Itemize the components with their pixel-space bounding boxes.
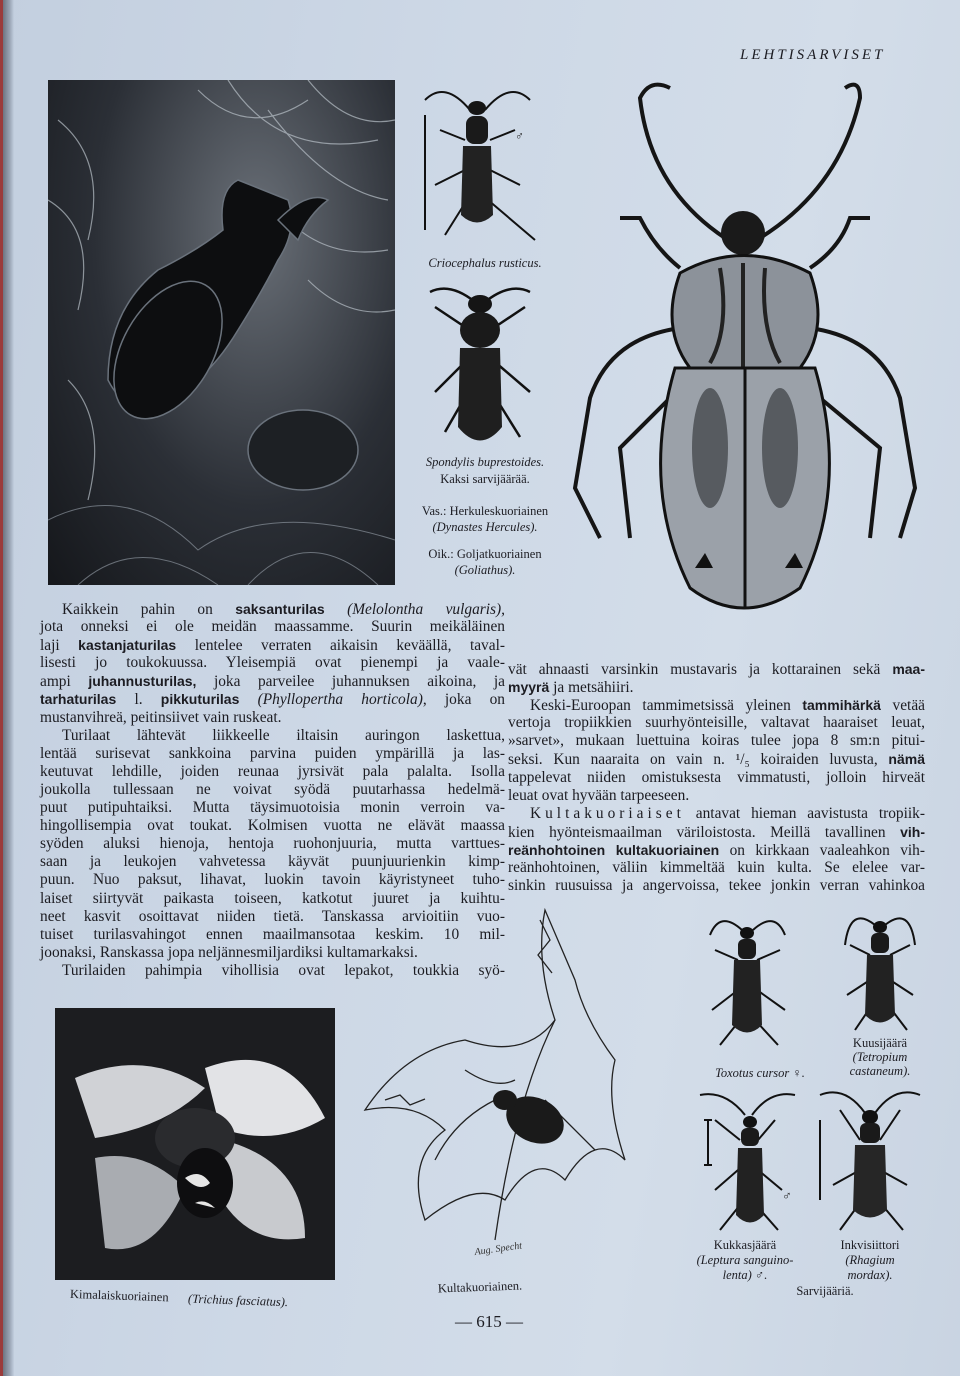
goliath-beetle-drawing — [560, 68, 935, 628]
text-line — [40, 745, 505, 763]
caption-leptura-2: lenta) ♂. — [722, 1268, 768, 1282]
rose-chafer-on-leaves-drawing — [345, 900, 645, 1270]
spondylis-beetle-drawing — [420, 282, 540, 452]
text-line — [508, 714, 925, 732]
text-run: laji — [40, 637, 79, 655]
text-line — [40, 727, 505, 745]
text-run: reänhohtoinen, väliin kimmeltää kuin kulta. Se elelee var- — [508, 859, 925, 877]
bold-term: juhannusturilas, — [88, 673, 197, 690]
text-line — [40, 835, 505, 853]
toxotus-beetle-drawing — [700, 905, 795, 1055]
caption-inkvisiittori: Inkvisiittori — [840, 1238, 900, 1252]
text-run: sinkin ruusuissa ja angervoissa, tekee jonkin verran vahinkoa — [508, 877, 925, 895]
latin-name: (Melolontha vulgaris), — [324, 601, 506, 618]
caption-right-label: Oik.: Goljatkuoriainen — [428, 547, 542, 561]
bold-term: maa- — [892, 661, 925, 677]
text-line — [40, 690, 505, 708]
text-line — [40, 618, 505, 636]
text-line — [40, 709, 505, 727]
svg-text:♂: ♂ — [782, 1188, 792, 1203]
text-run: Keski-Euroopan tammimetsissä yleinen — [530, 697, 803, 715]
caption-kultakuoriainen: Kultakuoriainen. — [437, 1278, 523, 1296]
page-number: — 615 — — [455, 1312, 523, 1331]
text-run: neet kasvit osoittavat niiden tietä. Tanskassa arvioitiin vuo- — [40, 907, 505, 925]
text-line — [508, 787, 925, 805]
text-run: keutuvat lehdille, joiden reunaa jyrsivät pala palalta. Isolla — [40, 762, 505, 780]
text-run: mustanvihreä, peitinsiivet vain ruskeat. — [40, 708, 282, 726]
text-run: lisesti jo toukokuussa. Yleisempiä ovat pienempi ja vaale- — [40, 654, 505, 672]
text-line — [508, 696, 925, 714]
latin-name: (Phyllopertha horticola) — [239, 691, 423, 709]
text-run: puun. Nuo paksut, lihavat, luokin tavoin käyristyneet tuho- — [40, 871, 505, 889]
text-run: vertoja tropiikkien suurhyönteisille, valtavat haaraiset leuat, — [508, 714, 925, 732]
text-run: lentelee verraten aikaisin keväällä, taval- — [176, 637, 505, 655]
caption-leptura-1: (Leptura sanguino- — [696, 1253, 794, 1267]
text-run: lentää surisevat sankkoina parvina puiden ympärillä ja las- — [40, 744, 505, 762]
caption-rhagium-1: (Rhagium — [845, 1253, 895, 1267]
tetropium-beetle-drawing — [835, 905, 925, 1035]
text-run: Kaikkein pahin on — [62, 601, 236, 618]
text-run: on kirkkaan vaaleahkon vih- — [719, 841, 925, 859]
caption-two-longhorns: Kaksi sarvijäärää. — [440, 472, 530, 486]
caption-tetropium-1: (Tetropium — [852, 1050, 908, 1064]
bold-term: tammihärkä — [802, 697, 881, 714]
text-line — [508, 823, 925, 841]
text-run: saan ja leukojen vahvetessa käyvät puunjuurienkin kimp- — [40, 853, 505, 871]
text-line — [508, 750, 925, 768]
text-run: leuat ovat hyvään tarpeeseen. — [508, 786, 690, 804]
text-run: ja metsähiiri. — [549, 679, 634, 697]
text-run: vät ahnaasti varsinkin mustavaris ja kottarainen sekä — [508, 661, 893, 678]
bold-term: pikkuturilas — [160, 691, 240, 708]
spaced-term: Kultakuoriaiset — [530, 804, 685, 822]
text-line — [508, 769, 925, 787]
text-line — [508, 877, 925, 895]
text-line — [40, 600, 505, 618]
caption-criocephalus: Criocephalus rusticus. — [428, 256, 542, 270]
caption-left-label: Vas.: Herkuleskuoriainen — [421, 504, 549, 518]
text-line — [508, 841, 925, 859]
right-text-column — [508, 660, 925, 895]
text-run: laiset siirtyvät paikasta toiseen, katkotut juuret ja kuihtu- — [40, 889, 505, 907]
text-run: hingollisempia ovat toukat. Kolmisen vuotta ne elävät maassa — [40, 817, 505, 835]
text-run: puut putipuhtaiksi. Mutta täysimuotoisia monin verroin va- — [40, 799, 505, 817]
caption-rhagium-2: mordax). — [847, 1268, 893, 1282]
text-run: Turilaiden pahimpia vihollisia ovat lepakot, toukkia syö- — [62, 961, 505, 979]
bold-term: vih- — [900, 823, 925, 840]
bold-term: tarhaturilas — [40, 691, 117, 708]
text-run: syöden aluksi hienoja, hentoja ruohonjuuria, mutta varttues- — [40, 835, 505, 853]
text-line — [508, 678, 925, 696]
text-line — [40, 654, 505, 672]
caption-kuusijaara: Kuusijäärä — [852, 1036, 908, 1050]
svg-text:♂: ♂ — [515, 129, 524, 143]
caption-right-latin: (Goliathus). — [454, 563, 516, 577]
bold-term: kastanjaturilas — [78, 637, 177, 654]
text-run: jota onneksi ei ole meidän maassamme. Suurin meikäläinen — [40, 618, 505, 636]
trichius-flower-photo — [55, 1008, 335, 1280]
text-line — [40, 817, 505, 835]
text-run: antavat hieman aavistusta tropiik- — [684, 804, 925, 822]
caption-sarvijaaria: Sarvijääriä. — [796, 1284, 854, 1298]
text-line — [40, 781, 505, 799]
jungle-beetle-drawing — [48, 80, 395, 585]
text-run: ampi — [40, 673, 89, 691]
text-line — [40, 672, 505, 690]
text-run: , joka on — [422, 691, 505, 709]
text-line — [508, 660, 925, 678]
artist-signature: Aug. Specht — [473, 1240, 523, 1258]
text-run: kien hyönteismaailman väriloistosta. Meillä tavallinen — [508, 823, 901, 841]
text-line — [508, 732, 925, 750]
bold-term: myyrä — [508, 679, 550, 696]
text-line — [40, 799, 505, 817]
caption-kimalais: Kimalaiskuoriainen — [69, 1286, 169, 1305]
text-run: tuiset turilasvahingot ennen maailmansotaa keskim. 10 mil- — [40, 925, 505, 943]
text-line — [40, 636, 505, 654]
text-line — [40, 871, 505, 889]
caption-kimalais-latin: (Trichius fasciatus). — [187, 1291, 289, 1310]
rhagium-beetle-drawing — [815, 1085, 925, 1235]
text-run: l. — [116, 691, 161, 709]
bold-term: nämä — [888, 751, 925, 768]
caption-tetropium-2: castaneum). — [849, 1064, 911, 1078]
text-run: tappelevat niiden omistuksesta vimmatusti, jolloin hirveät — [508, 768, 925, 786]
text-run: joka parveilee juhannuksen aikoina, ja — [196, 673, 506, 691]
text-run: Turilaat lähtevät liikkeelle iltaisin auringon laskettua, — [62, 726, 505, 744]
hercules-beetle-illustration — [48, 80, 395, 585]
text-line — [40, 853, 505, 871]
running-head: LEHTISARVISET — [740, 47, 886, 63]
text-line — [508, 805, 925, 823]
flower-beetle-photo — [55, 1008, 335, 1280]
book-spine-edge — [0, 0, 3, 1376]
caption-left-latin: (Dynastes Hercules). — [432, 520, 538, 534]
caption-spondylis: Spondylis buprestoides. — [425, 455, 545, 469]
leptura-beetle-drawing — [690, 1090, 805, 1240]
text-line — [508, 859, 925, 877]
text-run: joukolla tullessaan ne voivat syödä puutarhassa hedelmä- — [40, 780, 505, 798]
caption-kukkasjaara: Kukkasjäärä — [713, 1238, 777, 1252]
text-line — [40, 763, 505, 781]
text-run: vetää — [880, 697, 925, 715]
caption-toxotus: Toxotus cursor ♀. — [715, 1066, 805, 1080]
bold-term: reänhohtoinen kultakuoriainen — [508, 841, 720, 858]
bold-term: saksanturilas — [235, 601, 325, 617]
text-run: joonaksi, Ranskassa jopa neljännesmiljardiksi kultamarkaksi. — [40, 943, 418, 961]
text-run: »sarvet», mukaan luettuina koiras tulee jopa 8 sm:n pitui- — [508, 732, 925, 750]
text-run: seksi. Kun naaraita on vain n. ¹/₅ koiraiden luvusta, — [508, 751, 889, 769]
criocephalus-beetle-drawing — [405, 70, 550, 250]
